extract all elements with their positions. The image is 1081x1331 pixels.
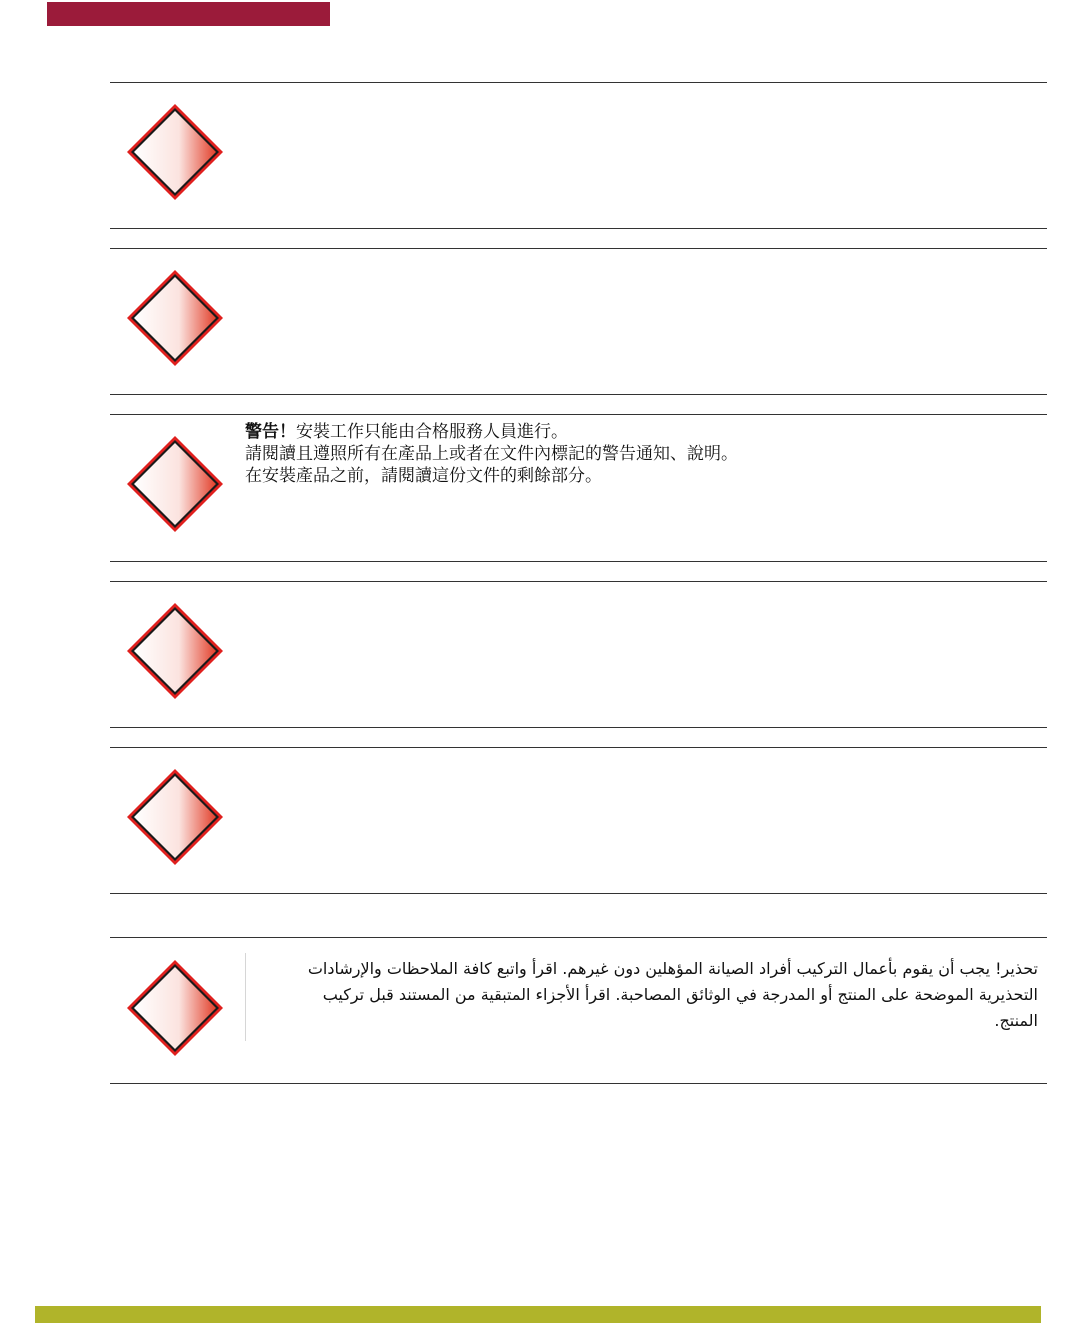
chinese-warning-line-1: 警告！安裝工作只能由合格服務人員進行。 xyxy=(245,422,568,442)
chinese-warning-line-2: 請閱讀且遵照所有在產品上或者在文件內標記的警告通知、說明。 xyxy=(245,444,738,464)
footer-color-bar xyxy=(35,1306,1041,1323)
header-color-bar xyxy=(47,2,330,26)
section-6-top-rule xyxy=(110,937,1047,938)
chinese-warning-text xyxy=(245,421,865,487)
warning-diamond-icon xyxy=(125,102,225,202)
section-2-bottom-rule xyxy=(110,394,1047,395)
section-5-top-rule xyxy=(110,747,1047,748)
section-1-bottom-rule xyxy=(110,228,1047,229)
section-3-top-rule xyxy=(110,414,1047,415)
warning-diamond-icon xyxy=(125,958,225,1058)
arabic-warning-text: تحذير! يجب أن يقوم بأعمال التركيب أفراد الصيانة المؤهلين دون غيرهم. اقرأ واتبع كافة الملاحظات والإرشادات التحذيرية الموضحة على المنتج أو المدرجة في الوثائق المصاحبة. اقرأ الأجزاء المتبقية من المستند قبل تركيب المنتج. xyxy=(245,953,1042,1041)
section-4-top-rule xyxy=(110,581,1047,582)
warning-diamond-icon xyxy=(125,434,225,534)
section-4-bottom-rule xyxy=(110,727,1047,728)
warning-diamond-icon xyxy=(125,767,225,867)
warning-diamond-icon xyxy=(125,268,225,368)
chinese-warning-line-3: 在安裝產品之前，請閱讀這份文件的剩餘部分。 xyxy=(245,466,602,486)
section-5-bottom-rule xyxy=(110,893,1047,894)
section-3-bottom-rule xyxy=(110,561,1047,562)
section-1-top-rule xyxy=(110,82,1047,83)
warning-diamond-icon xyxy=(125,601,225,701)
chinese-warning-label: 警告！ xyxy=(245,422,296,442)
section-6-bottom-rule xyxy=(110,1083,1047,1084)
section-2-top-rule xyxy=(110,248,1047,249)
